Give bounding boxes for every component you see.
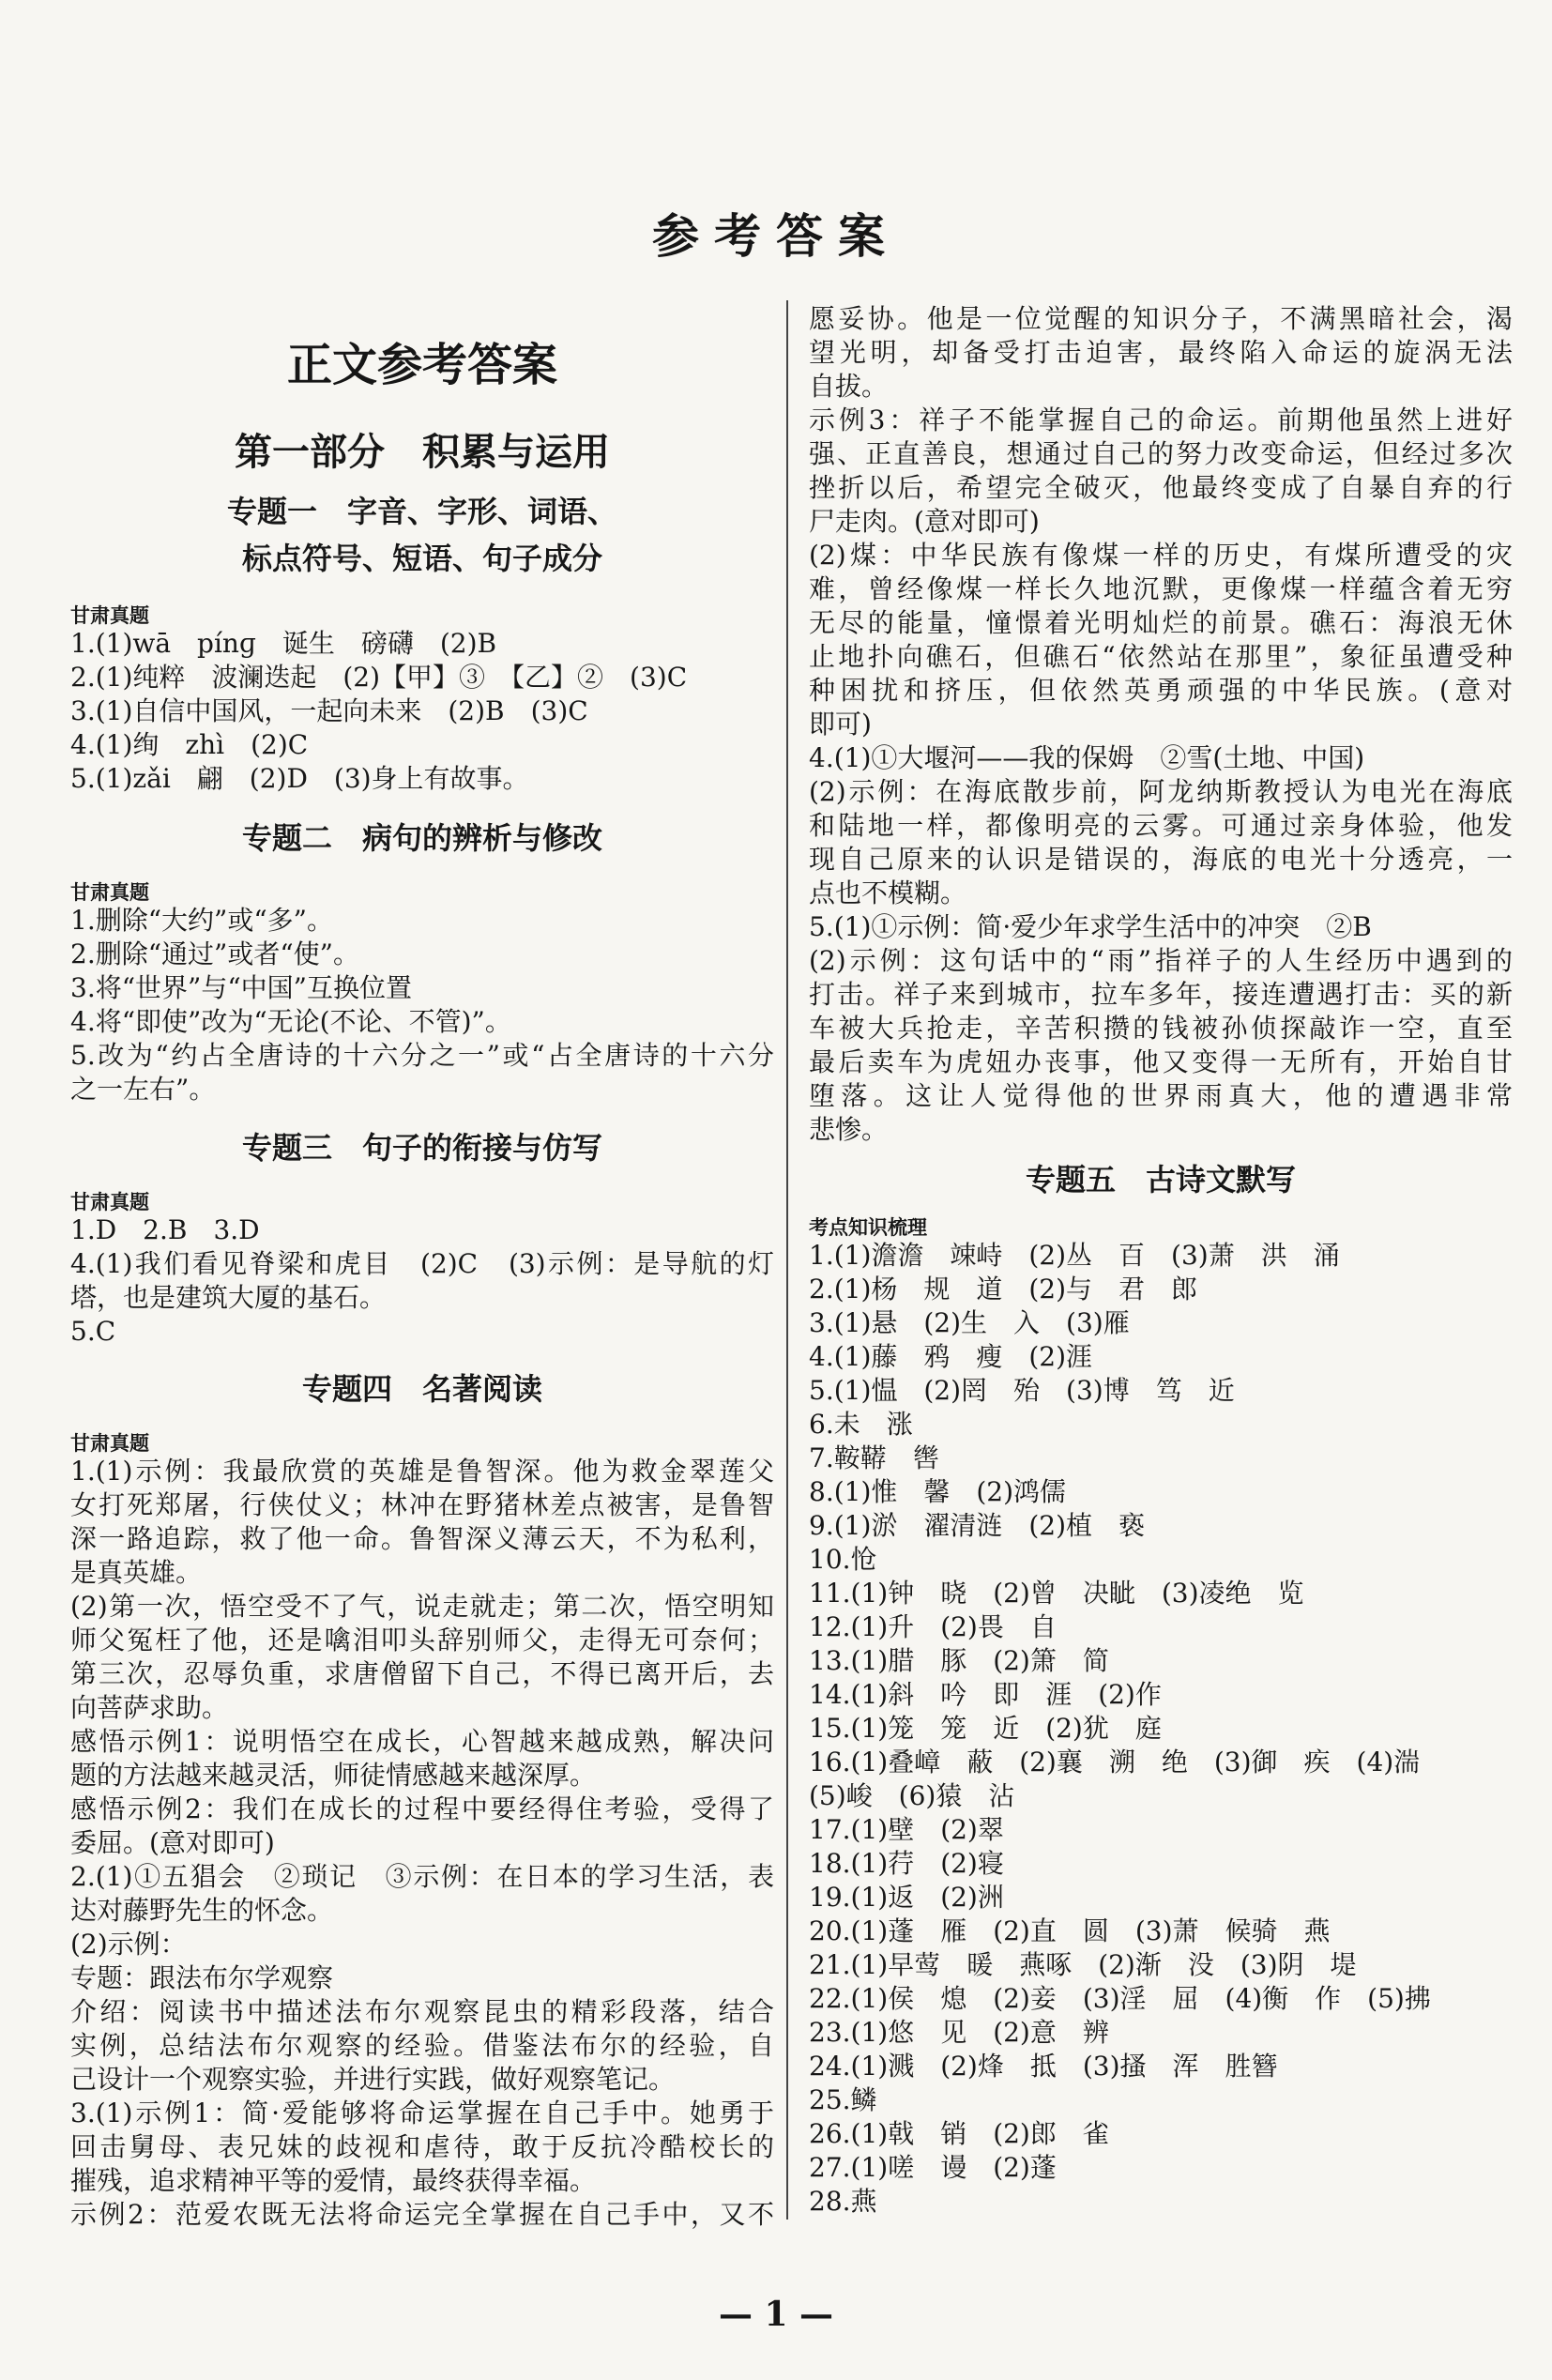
text-line: 强、正直善良，想通过自己的努力改变命运，但经过多次 [809,438,1513,469]
text-line: 1.(1)wā pínɡ 诞生 磅礴 (2)B [70,628,497,659]
text-line: 11.(1)钟 晓 (2)曾 决眦 (3)凌绝 览 [809,1578,1304,1609]
text-line: 专题：跟法布尔学观察 [70,1962,334,1993]
text-line: 摧残，追求精神平等的爱情，最终获得幸福。 [70,2165,597,2196]
section-heading: 正文参考答案 [286,339,557,391]
text-line: 1.D 2.B 3.D [70,1214,260,1245]
text-line: 示例2：范爱农既无法将命运完全掌握在自己手中，又不 [70,2199,774,2230]
text-line: (2)示例：在海底散步前，阿龙纳斯教授认为电光在海底 [809,776,1513,807]
text-line: 感悟示例2：我们在成长的过程中要经得住考验，受得了 [70,1793,774,1824]
text-line: 尸走肉。(意对即可) [809,506,1040,537]
text-line: 5.(1)①示例：简·爱少年求学生活中的冲突 ②B [809,911,1372,942]
text-line: 题的方法越来越灵活，师徒情感越来越深厚。 [70,1760,597,1791]
text-line: 深一路追踪，救了他一命。鲁智深义薄云天，不为私利， [70,1523,774,1554]
text-line: 2.(1)杨 规 道 (2)与 君 郎 [809,1274,1198,1304]
text-line: 难，曾经像煤一样长久地沉默，更像煤一样蕴含着无穷 [809,573,1513,604]
text-line: 和陆地一样，都像明亮的云雾。可通过亲身体验，他发 [809,810,1513,841]
section-heading: 专题三 句子的衔接与仿写 [241,1130,602,1166]
text-line: 回击舅母、表兄妹的歧视和虐待，敢于反抗冷酷校长的 [70,2131,774,2162]
text-line: 2.(1)①五猖会 ②琐记 ③示例：在日本的学习生活，表 [70,1861,774,1892]
text-line: 4.(1)①大堰河——我的保姆 ②雪(土地、中国) [809,742,1365,773]
text-line: 委屈。(意对即可) [70,1827,275,1858]
text-line: 13.(1)腊 豚 (2)箫 简 [809,1645,1109,1676]
text-line: 15.(1)笼 笼 近 (2)犹 庭 [809,1713,1162,1744]
text-line: 20.(1)蓬 雁 (2)直 圆 (3)萧 候骑 燕 [809,1915,1331,1946]
text-line: 4.(1)绚 zhì (2)C [70,729,309,760]
text-line: 打击。祥子来到城市，拉车多年，接连遭遇打击：买的新 [809,979,1513,1010]
text-line: 示例3：祥子不能掌握自己的命运。前期他虽然上进好 [809,404,1513,435]
text-line: 感悟示例1：说明悟空在成长，心智越来越成熟，解决问 [70,1726,774,1757]
text-line: 师父冤枉了他，还是噙泪叩头辞别师父，走得无可奈何； [70,1625,774,1655]
text-line: 望光明，却备受打击迫害，最终陷入命运的旋涡无法 [809,337,1513,368]
text-line: 6.未 涨 [809,1409,913,1440]
text-line: 止地扑向礁石，但礁石“依然站在那里”，象征虽遭受种 [809,641,1513,672]
text-line: 12.(1)升 (2)畏 自 [809,1611,1057,1642]
text-line: 塔，也是建筑大厦的基石。 [70,1282,387,1313]
text-line: (2)煤：中华民族有像煤一样的历史，有煤所遭受的灾 [809,540,1513,571]
text-line: 堕落。这让人觉得他的世界雨真大，他的遭遇非常 [809,1080,1513,1111]
section-heading: 第一部分 积累与运用 [235,431,610,474]
section-label: 甘肃真题 [70,1191,149,1213]
text-line: 实例，总结法布尔观察的经验。借鉴法布尔的经验，自 [70,2030,774,2061]
text-line: 26.(1)戟 销 (2)郎 雀 [809,2118,1109,2149]
text-line: 3.(1)悬 (2)生 入 (3)雁 [809,1307,1130,1338]
text-line: 达对藤野先生的怀念。 [70,1895,334,1926]
section-label: 甘肃真题 [70,881,149,904]
text-line: 7.鞍鞯 辔 [809,1442,939,1473]
text-line: 21.(1)早莺 暖 燕啄 (2)渐 没 (3)阴 堤 [809,1949,1357,1980]
text-line: 4.(1)藤 鸦 瘦 (2)涯 [809,1341,1093,1372]
text-line: 4.(1)我们看见脊梁和虎目 (2)C (3)示例：是导航的灯 [70,1248,774,1279]
text-line: 2.(1)纯粹 波澜迭起 (2)【甲】③ 【乙】② (3)C [70,662,688,693]
text-line: 25.鳞 [809,2084,877,2115]
section-label: 甘肃真题 [70,604,149,627]
text-line: 己设计一个观察实验，并进行实践，做好观察笔记。 [70,2064,676,2095]
text-line: 9.(1)淤 濯清涟 (2)植 亵 [809,1510,1146,1541]
text-line: 挫折以后，希望完全破灭，他最终变成了自暴自弃的行 [809,472,1513,503]
section-heading: 标点符号、短语、句子成分 [241,541,602,576]
section-heading: 专题二 病句的辨析与修改 [241,820,602,856]
text-line: 1.删除“大约”或“多”。 [70,905,333,936]
text-line: (2)示例： [70,1929,187,1960]
column-divider [786,300,788,2220]
text-line: 14.(1)斜 吟 即 涯 (2)作 [809,1679,1162,1710]
text-line: 10.怆 [809,1544,877,1575]
text-line: 28.燕 [809,2186,877,2217]
text-line: 23.(1)悠 见 (2)意 辨 [809,2017,1109,2048]
text-line: 19.(1)返 (2)洲 [809,1882,1004,1913]
text-line: 4.将“即使”改为“无论(不论、不管)”。 [70,1006,511,1037]
text-line: 16.(1)叠嶂 蔽 (2)襄 溯 绝 (3)御 疾 (4)湍 [809,1747,1421,1777]
text-line: 介绍：阅读书中描述法布尔观察昆虫的精彩段落，结合 [70,1996,774,2027]
text-line: 8.(1)惟 馨 (2)鸿儒 [809,1476,1067,1507]
text-line: 5.(1)愠 (2)罔 殆 (3)博 笃 近 [809,1375,1235,1406]
section-label: 甘肃真题 [70,1432,149,1455]
section-heading: 专题四 名著阅读 [301,1371,542,1407]
section-heading: 专题一 字音、字形、词语、 [226,494,617,529]
page-number: — 1 — [718,2295,834,2334]
text-line: 种困扰和挤压，但依然英勇顽强的中华民族。(意对 [809,675,1513,706]
text-line: 自拔。 [809,371,889,402]
text-line: 是真英雄。 [70,1557,203,1588]
text-line: 无尽的能量，憧憬着光明灿烂的前景。礁石：海浪无休 [809,607,1513,638]
page-title: 参考答案 [652,209,900,264]
text-line: 5.C [70,1316,116,1347]
text-line: 1.(1)示例：我最欣赏的英雄是鲁智深。他为救金翠莲父 [70,1456,774,1487]
text-line: 3.将“世界”与“中国”互换位置 [70,972,412,1003]
text-line: 车被大兵抢走，辛苦积攒的钱被孙侦探敲诈一空，直至 [809,1013,1513,1044]
text-line: 女打死郑屠，行侠仗义；林冲在野猪林差点被害，是鲁智 [70,1489,774,1520]
text-line: 之一左右”。 [70,1074,216,1105]
text-line: 3.(1)自信中国风，一起向未来 (2)B (3)C [70,695,588,726]
text-line: 27.(1)嗟 谩 (2)蓬 [809,2152,1057,2183]
text-line: 2.删除“通过”或者“使”。 [70,938,359,969]
text-line: (2)第一次，悟空受不了气，说走就走；第二次，悟空明知 [70,1591,774,1622]
text-line: 最后卖车为虎妞办丧事，他又变得一无所有，开始自甘 [809,1046,1513,1077]
text-line: 现自己原来的认识是错误的，海底的电光十分透亮，一 [809,844,1513,875]
text-line: 第三次，忍辱负重，求唐僧留下自己，不得已离开后，去 [70,1658,774,1689]
text-line: 点也不模糊。 [809,877,967,908]
text-line: 1.(1)澹澹 竦峙 (2)丛 百 (3)萧 洪 涌 [809,1240,1340,1271]
section-heading: 专题五 古诗文默写 [1025,1162,1296,1198]
text-line: 即可) [809,709,872,740]
text-line: 5.(1)zǎi 翩 (2)D (3)身上有故事。 [70,763,529,794]
text-line: (2)示例：这句话中的“雨”指祥子的人生经历中遇到的 [809,945,1513,976]
text-line: 18.(1)荇 (2)寝 [809,1848,1004,1879]
text-line: 3.(1)示例1：简·爱能够将命运掌握在自己手中。她勇于 [70,2098,774,2128]
text-line: 愿妥协。他是一位觉醒的知识分子，不满黑暗社会，渴 [809,303,1513,334]
text-line: 向菩萨求助。 [70,1692,229,1723]
text-line: 24.(1)溅 (2)烽 抵 (3)搔 浑 胜簪 [809,2051,1278,2082]
text-line: (5)峻 (6)猿 沾 [809,1780,1015,1811]
text-line: 17.(1)壁 (2)翠 [809,1814,1004,1845]
text-line: 悲惨。 [809,1114,889,1145]
text-line: 22.(1)侯 熄 (2)妾 (3)淫 屈 (4)衡 作 (5)拂 [809,1983,1431,2014]
text-line: 5.改为“约占全唐诗的十六分之一”或“占全唐诗的十六分 [70,1040,774,1071]
section-label: 考点知识梳理 [809,1216,927,1239]
